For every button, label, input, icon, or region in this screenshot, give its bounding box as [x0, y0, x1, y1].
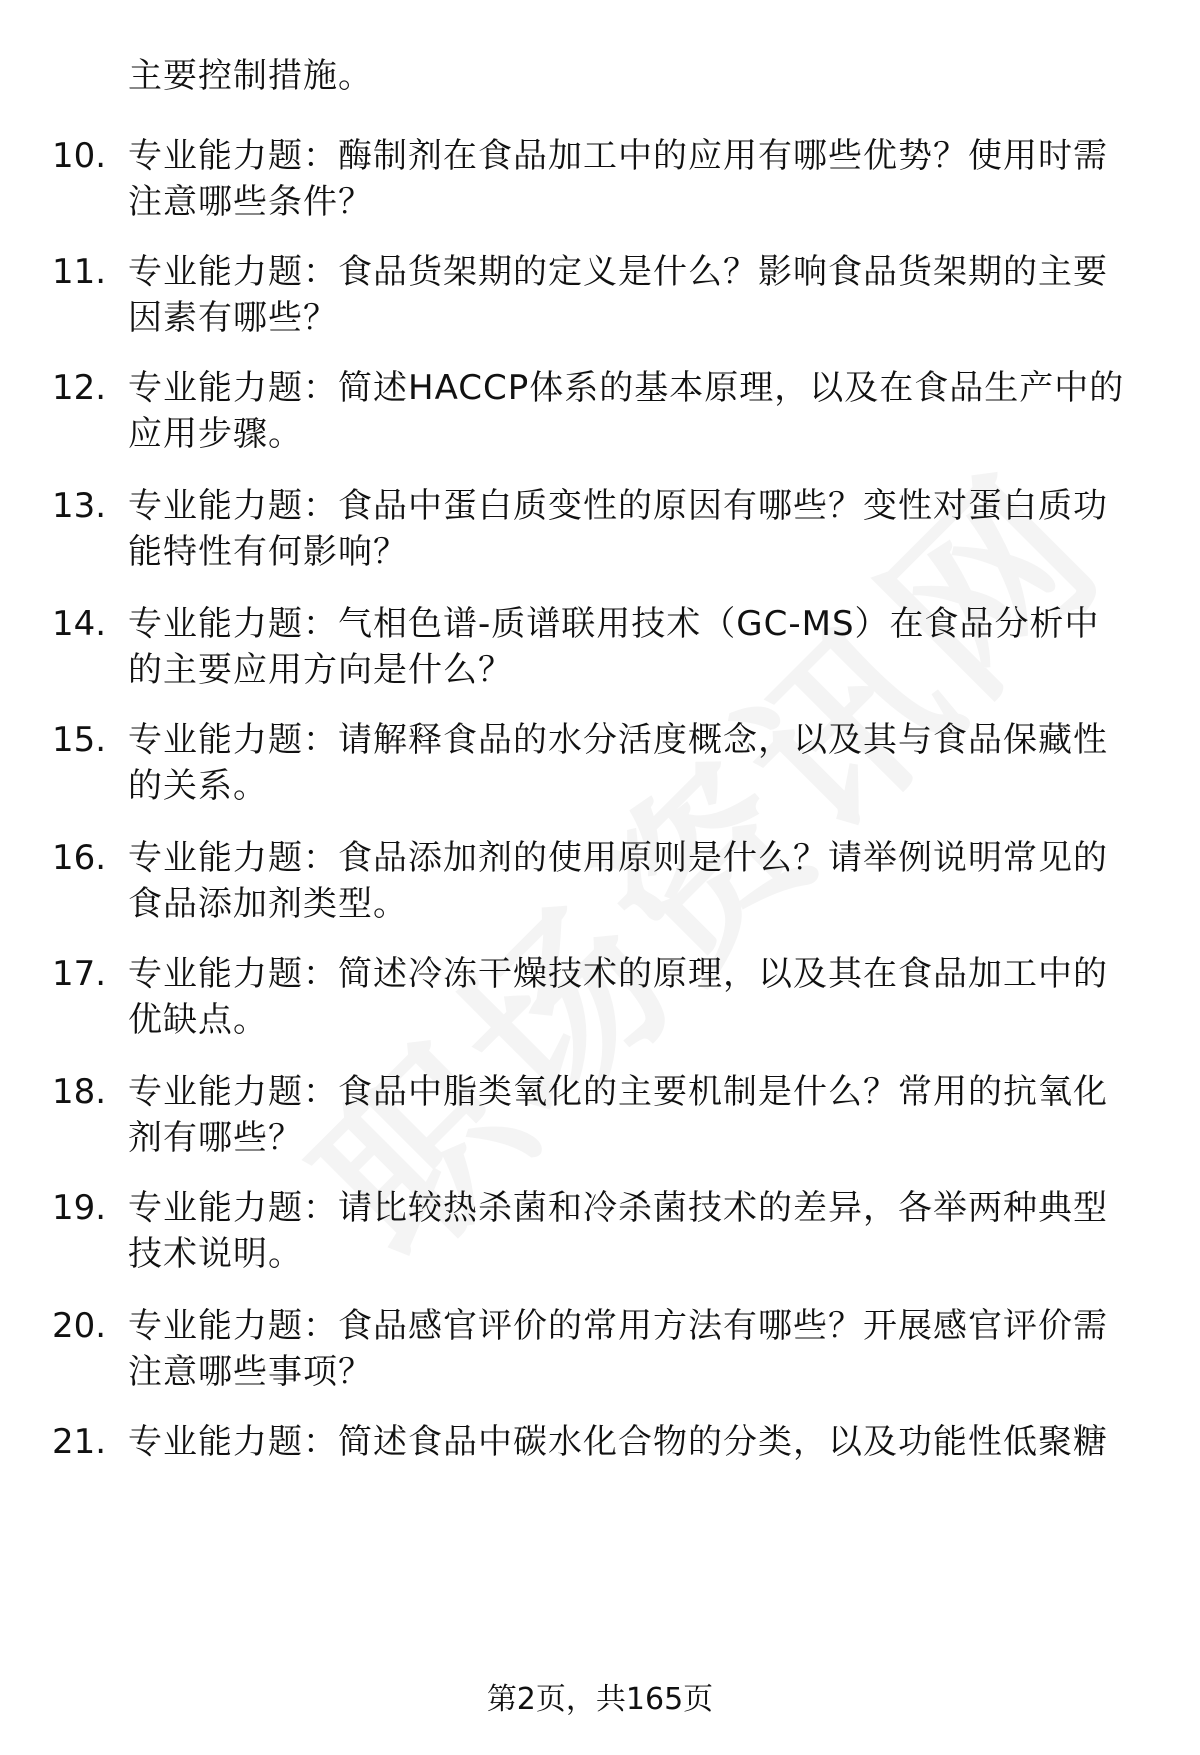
item-number: 14.	[52, 604, 107, 644]
question-line: 剂有哪些？	[128, 1118, 303, 1158]
item-number: 18.	[52, 1072, 107, 1112]
question-line: 能特性有何影响？	[128, 532, 408, 572]
item-number: 10.	[52, 136, 107, 176]
item-number: 21.	[52, 1422, 107, 1462]
question-line: 优缺点。	[128, 1000, 268, 1040]
item-number: 17.	[52, 954, 107, 994]
item-number: 11.	[52, 252, 107, 292]
question-line: 专业能力题：简述HACCP体系的基本原理，以及在食品生产中的	[128, 368, 1125, 408]
question-line: 因素有哪些？	[128, 298, 338, 338]
question-line: 专业能力题：食品中脂类氧化的主要机制是什么？常用的抗氧化	[128, 1072, 1108, 1112]
question-line: 技术说明。	[128, 1234, 303, 1274]
question-line: 专业能力题：请比较热杀菌和冷杀菌技术的差异，各举两种典型	[128, 1188, 1108, 1228]
item-number: 15.	[52, 720, 107, 760]
question-line: 专业能力题：简述冷冻干燥技术的原理，以及其在食品加工中的	[128, 954, 1108, 994]
item-number: 16.	[52, 838, 107, 878]
item-number: 12.	[52, 368, 107, 408]
page-number-footer: 第2页，共165页	[486, 1682, 714, 1717]
question-line: 专业能力题：酶制剂在食品加工中的应用有哪些优势？使用时需	[128, 136, 1108, 176]
item-number: 20.	[52, 1306, 107, 1346]
question-line: 专业能力题：食品货架期的定义是什么？影响食品货架期的主要	[128, 252, 1108, 292]
question-line: 的关系。	[128, 766, 268, 806]
question-line: 应用步骤。	[128, 414, 303, 454]
question-line: 食品添加剂类型。	[128, 884, 408, 924]
question-line: 专业能力题：食品添加剂的使用原则是什么？请举例说明常见的	[128, 838, 1108, 878]
question-line: 的主要应用方向是什么？	[128, 650, 513, 690]
list-item-continuation: 主要控制措施。	[128, 56, 373, 96]
question-line: 注意哪些事项？	[128, 1352, 373, 1392]
item-number: 13.	[52, 486, 107, 526]
question-line: 专业能力题：气相色谱-质谱联用技术（GC-MS）在食品分析中	[128, 604, 1100, 644]
question-line: 专业能力题：食品中蛋白质变性的原因有哪些？变性对蛋白质功	[128, 486, 1108, 526]
question-line: 注意哪些条件？	[128, 182, 373, 222]
item-number: 19.	[52, 1188, 107, 1228]
question-line: 专业能力题：简述食品中碳水化合物的分类，以及功能性低聚糖	[128, 1422, 1108, 1462]
question-line: 专业能力题：请解释食品的水分活度概念，以及其与食品保藏性	[128, 720, 1108, 760]
question-line: 专业能力题：食品感官评价的常用方法有哪些？开展感官评价需	[128, 1306, 1108, 1346]
